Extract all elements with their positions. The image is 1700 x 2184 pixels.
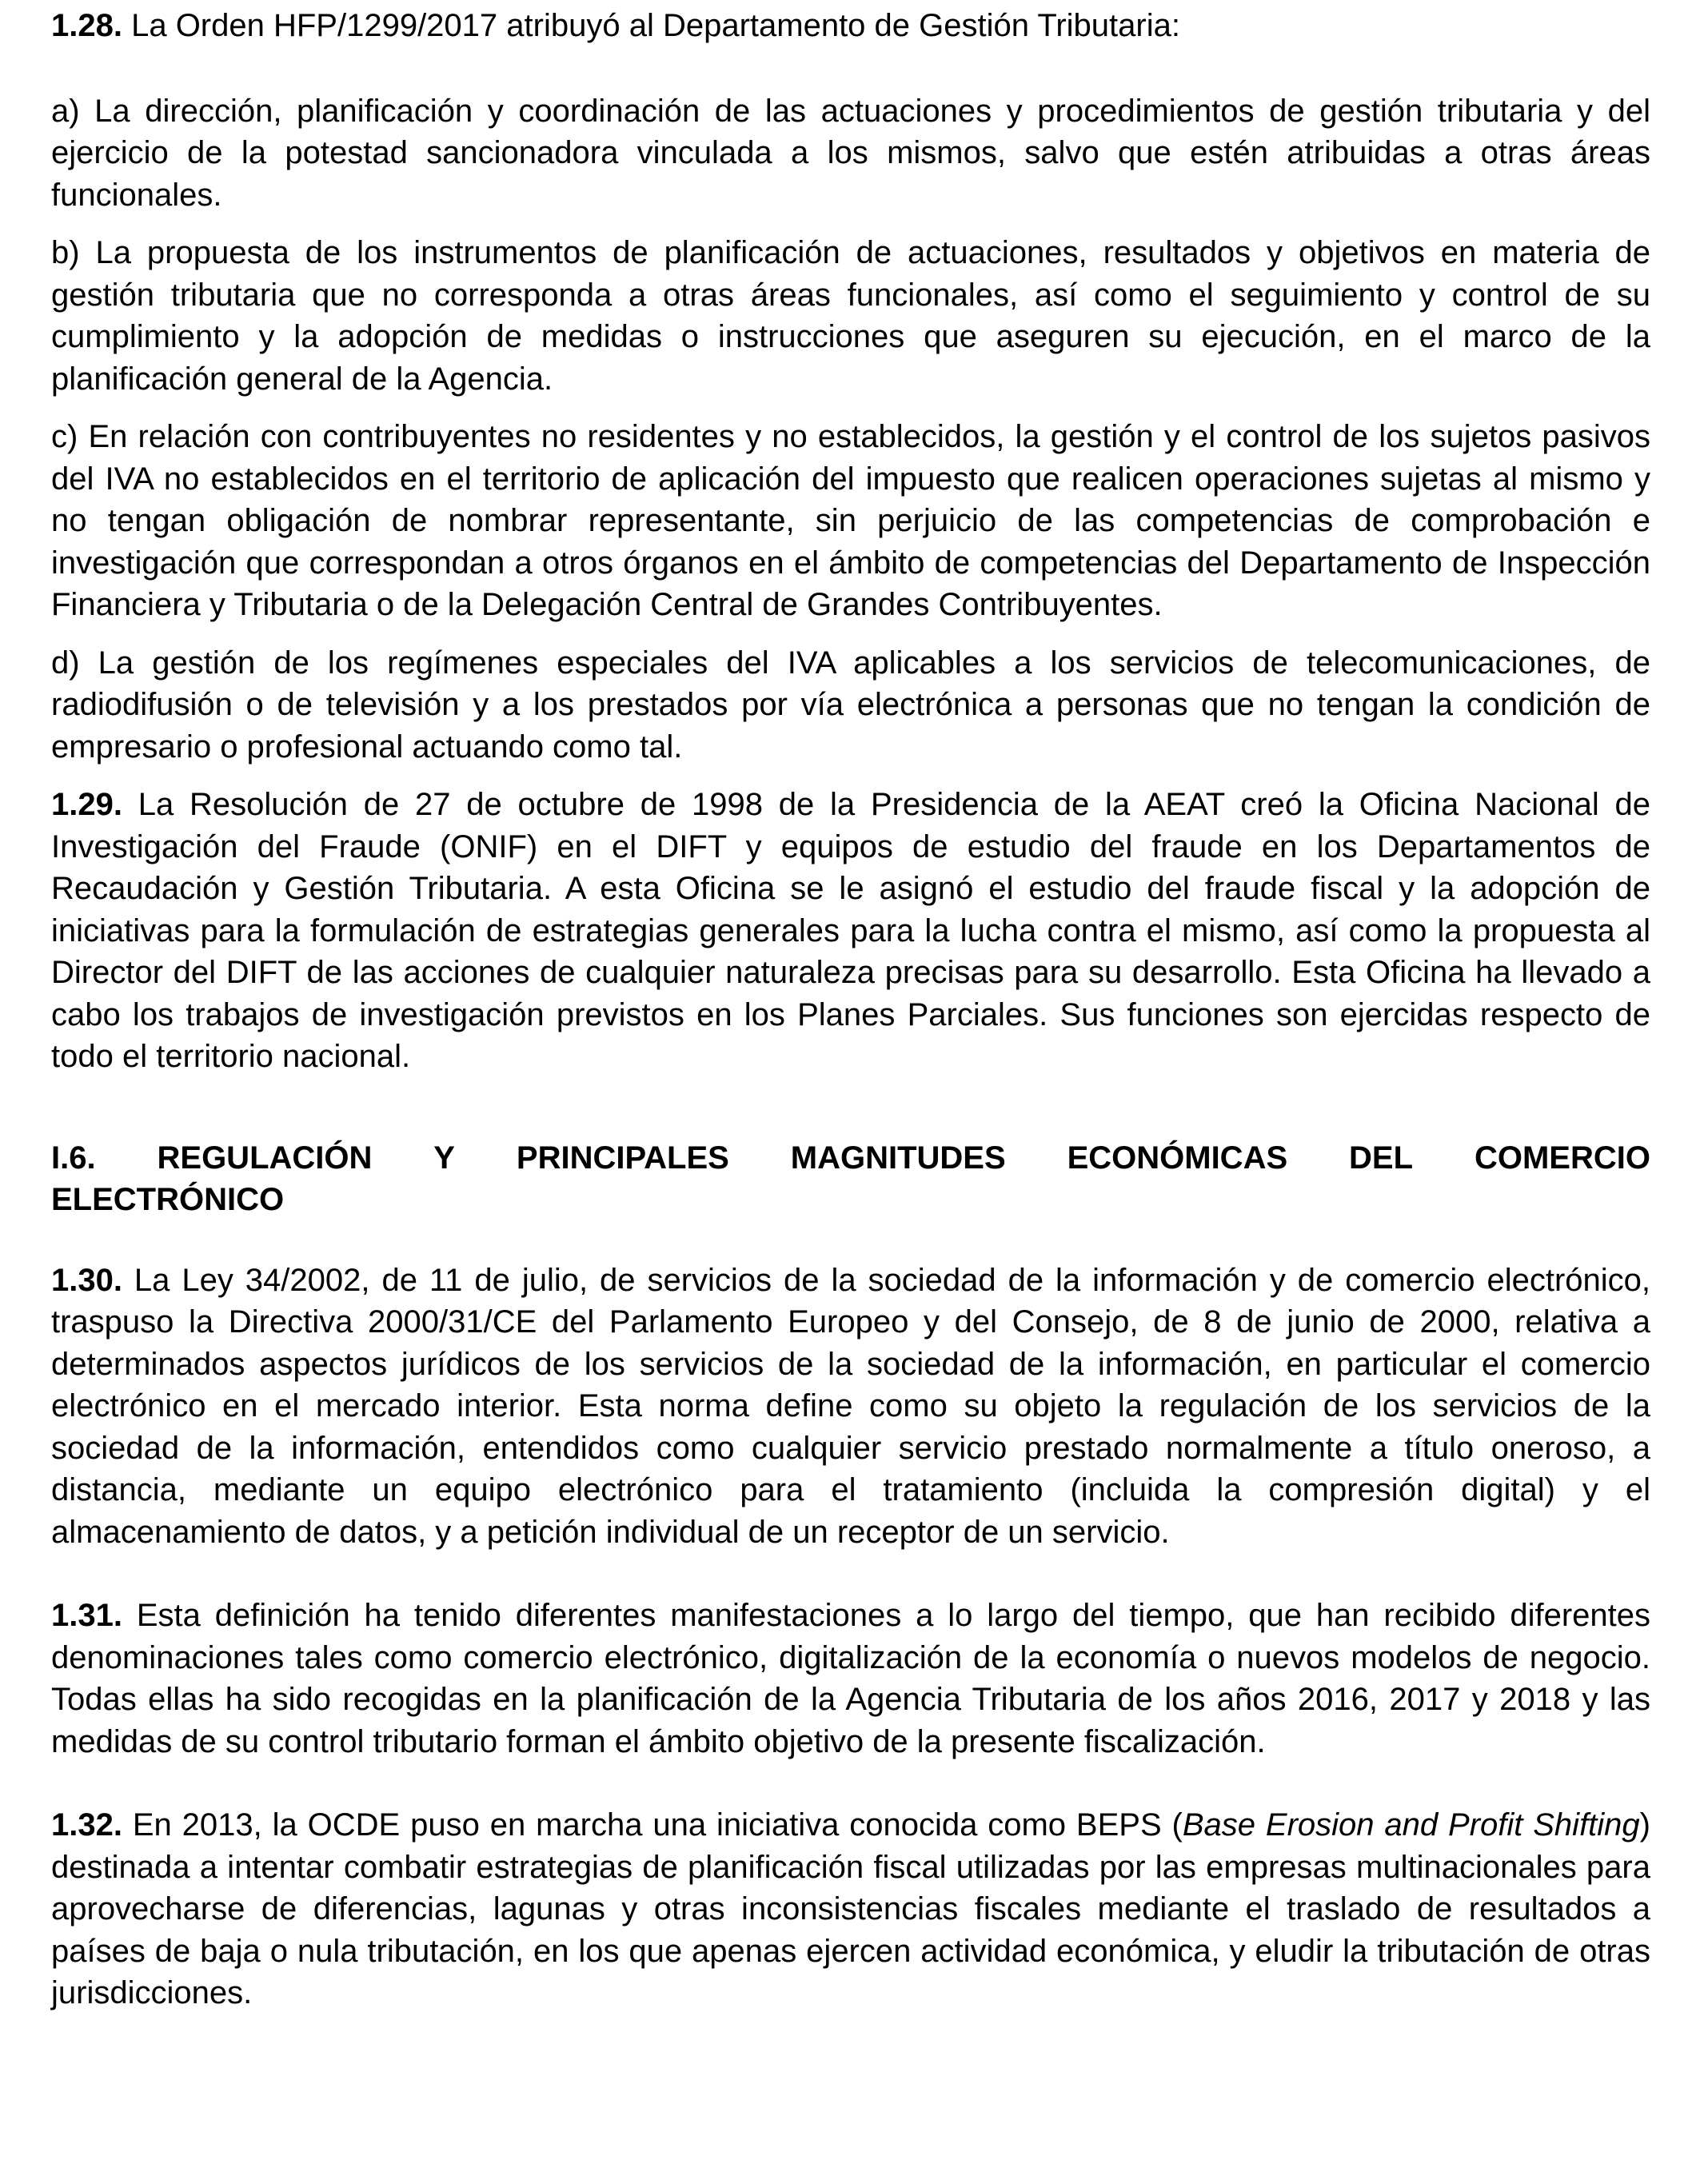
spacer xyxy=(51,1553,1650,1595)
heading-word: COMERCIO xyxy=(1474,1140,1650,1176)
spacer xyxy=(51,47,1650,90)
spacer xyxy=(51,1078,1650,1137)
heading-word: Y xyxy=(433,1140,455,1176)
paragraph-number: 1.29. xyxy=(51,787,122,822)
paragraph-1-28-intro xyxy=(51,5,1650,47)
heading-word: DEL xyxy=(1349,1140,1414,1176)
paragraph-1-32 xyxy=(51,1804,1650,2014)
list-item-b: b) La propuesta de los instrumentos de planificación de actuaciones, resultados y objetivos en materia de gestión tributaria que no corresponda a otras áreas funcionales, así como el seguimiento y control de su cumplimiento y la adopción de medidas o instrucciones que aseguren su ejecución, en el marco de la planificación general de la Agencia. xyxy=(51,235,1650,397)
spacer xyxy=(51,400,1650,416)
paragraph-text: La Resolución de 27 de octubre de 1998 de la Presidencia de la AEAT creó la Oficina Nacional de Investigación del Fraude (ONIF) en el DIFT y equipos de estudio del fraude en los Departamentos de Recaudación y Gestión Tributaria. A esta Oficina se le asignó el estudio del fraude fiscal y la adopción de iniciativas para la formulación de estrategias generales para la lucha contra el mismo, así como la propuesta al Director del DIFT de las acciones de cualquier naturaleza precisas para su desarrollo. Esta Oficina ha llevado a cabo los trabajos de investigación previstos en los Planes Parciales. Sus funciones son ejercidas respecto de todo el territorio nacional. xyxy=(51,787,1650,1074)
heading-line-2: ELECTRÓNICO xyxy=(51,1182,285,1217)
list-item-a: a) La dirección, planificación y coordinación de las actuaciones y procedimientos de gestión tributaria y del ejercicio de la potestad sancionadora vinculada a los mismos, salvo que estén atribuidas a otras áreas funcionales. xyxy=(51,93,1650,213)
spacer xyxy=(51,1221,1650,1260)
spacer xyxy=(51,626,1650,642)
spacer xyxy=(51,216,1650,232)
italic-term: Base Erosion and Profit Shifting xyxy=(1182,1807,1640,1843)
heading-word: PRINCIPALES xyxy=(516,1140,729,1176)
heading-word: REGULACIÓN xyxy=(157,1140,373,1176)
paragraph-1-30 xyxy=(51,1260,1650,1554)
list-item-d: d) La gestión de los regímenes especiales del IVA aplicables a los servicios de telecomunicaciones, de radiodifusión o de televisión y a los prestados por vía electrónica a personas que no tengan la condición de empresario o profesional actuando como tal. xyxy=(51,645,1650,765)
list-item-c: c) En relación con contribuyentes no residentes y no establecidos, la gestión y el control de los sujetos pasivos del IVA no establecidos en el territorio de aplicación del impuesto que realicen operaciones sujetas al mismo y no tengan obligación de nombrar representante, sin perjuicio de las competencias de comprobación e investigación que correspondan a otros órganos en el ámbito de competencias del Departamento de Inspección Financiera y Tributaria o de la Delegación Central de Grandes Contribuyentes. xyxy=(51,419,1650,622)
paragraph-number: 1.30. xyxy=(51,1262,122,1298)
section-heading xyxy=(51,1137,1650,1221)
paragraph-text: La Ley 34/2002, de 11 de julio, de servicios de la sociedad de la información y de comercio electrónico, traspuso la Directiva 2000/31/CE del Parlamento Europeo y del Consejo, de 8 de junio de 2000, relativa a determinados aspectos jurídicos de los servicios de la sociedad de la información, en particular el comercio electrónico en el mercado interior. Esta norma define como su objeto la regulación de los servicios de la sociedad de la información, entendidos como cualquier servicio prestado normalmente a título oneroso, a distancia, mediante un equipo electrónico para el tratamiento (incluida la compresión digital) y el almacenamiento de datos, y a petición individual de un receptor de un servicio. xyxy=(51,1262,1650,1550)
heading-number: I.6. xyxy=(51,1140,96,1176)
heading-word: ECONÓMICAS xyxy=(1067,1140,1288,1176)
paragraph-text: En 2013, la OCDE puso en marcha una iniciativa conocida como BEPS ( xyxy=(122,1807,1183,1843)
paragraph-number: 1.31. xyxy=(51,1598,122,1633)
paragraph-text: Esta definición ha tenido diferentes manifestaciones a lo largo del tiempo, que han recibido diferentes denominaciones tales como comercio electrónico, digitalización de la economía o nuevos modelos de negocio. Todas ellas ha sido recogidas en la planificación de la Agencia Tributaria de los años 2016, 2017 y 2018 y las medidas de su control tributario forman el ámbito objetivo de la presente fiscalización. xyxy=(51,1598,1650,1759)
spacer xyxy=(51,768,1650,784)
paragraph-text: La Orden HFP/1299/2017 atribuyó al Departamento de Gestión Tributaria: xyxy=(122,8,1180,43)
paragraph-number: 1.32. xyxy=(51,1807,122,1843)
heading-word: MAGNITUDES xyxy=(790,1140,1006,1176)
paragraph-number: 1.28. xyxy=(51,8,122,43)
spacer xyxy=(51,1763,1650,1804)
paragraph-1-31 xyxy=(51,1595,1650,1763)
paragraph-1-29 xyxy=(51,784,1650,1078)
paragraph-text: ) destinada a intentar combatir estrategias de planificación fiscal utilizadas por las empresas multinacionales para aprovecharse de diferencias, lagunas y otras inconsistencias fiscales mediante el traslado de resultados a países de baja o nula tributación, en los que apenas ejercen actividad económica, y eludir la tributación de otras jurisdicciones. xyxy=(51,1807,1650,2010)
